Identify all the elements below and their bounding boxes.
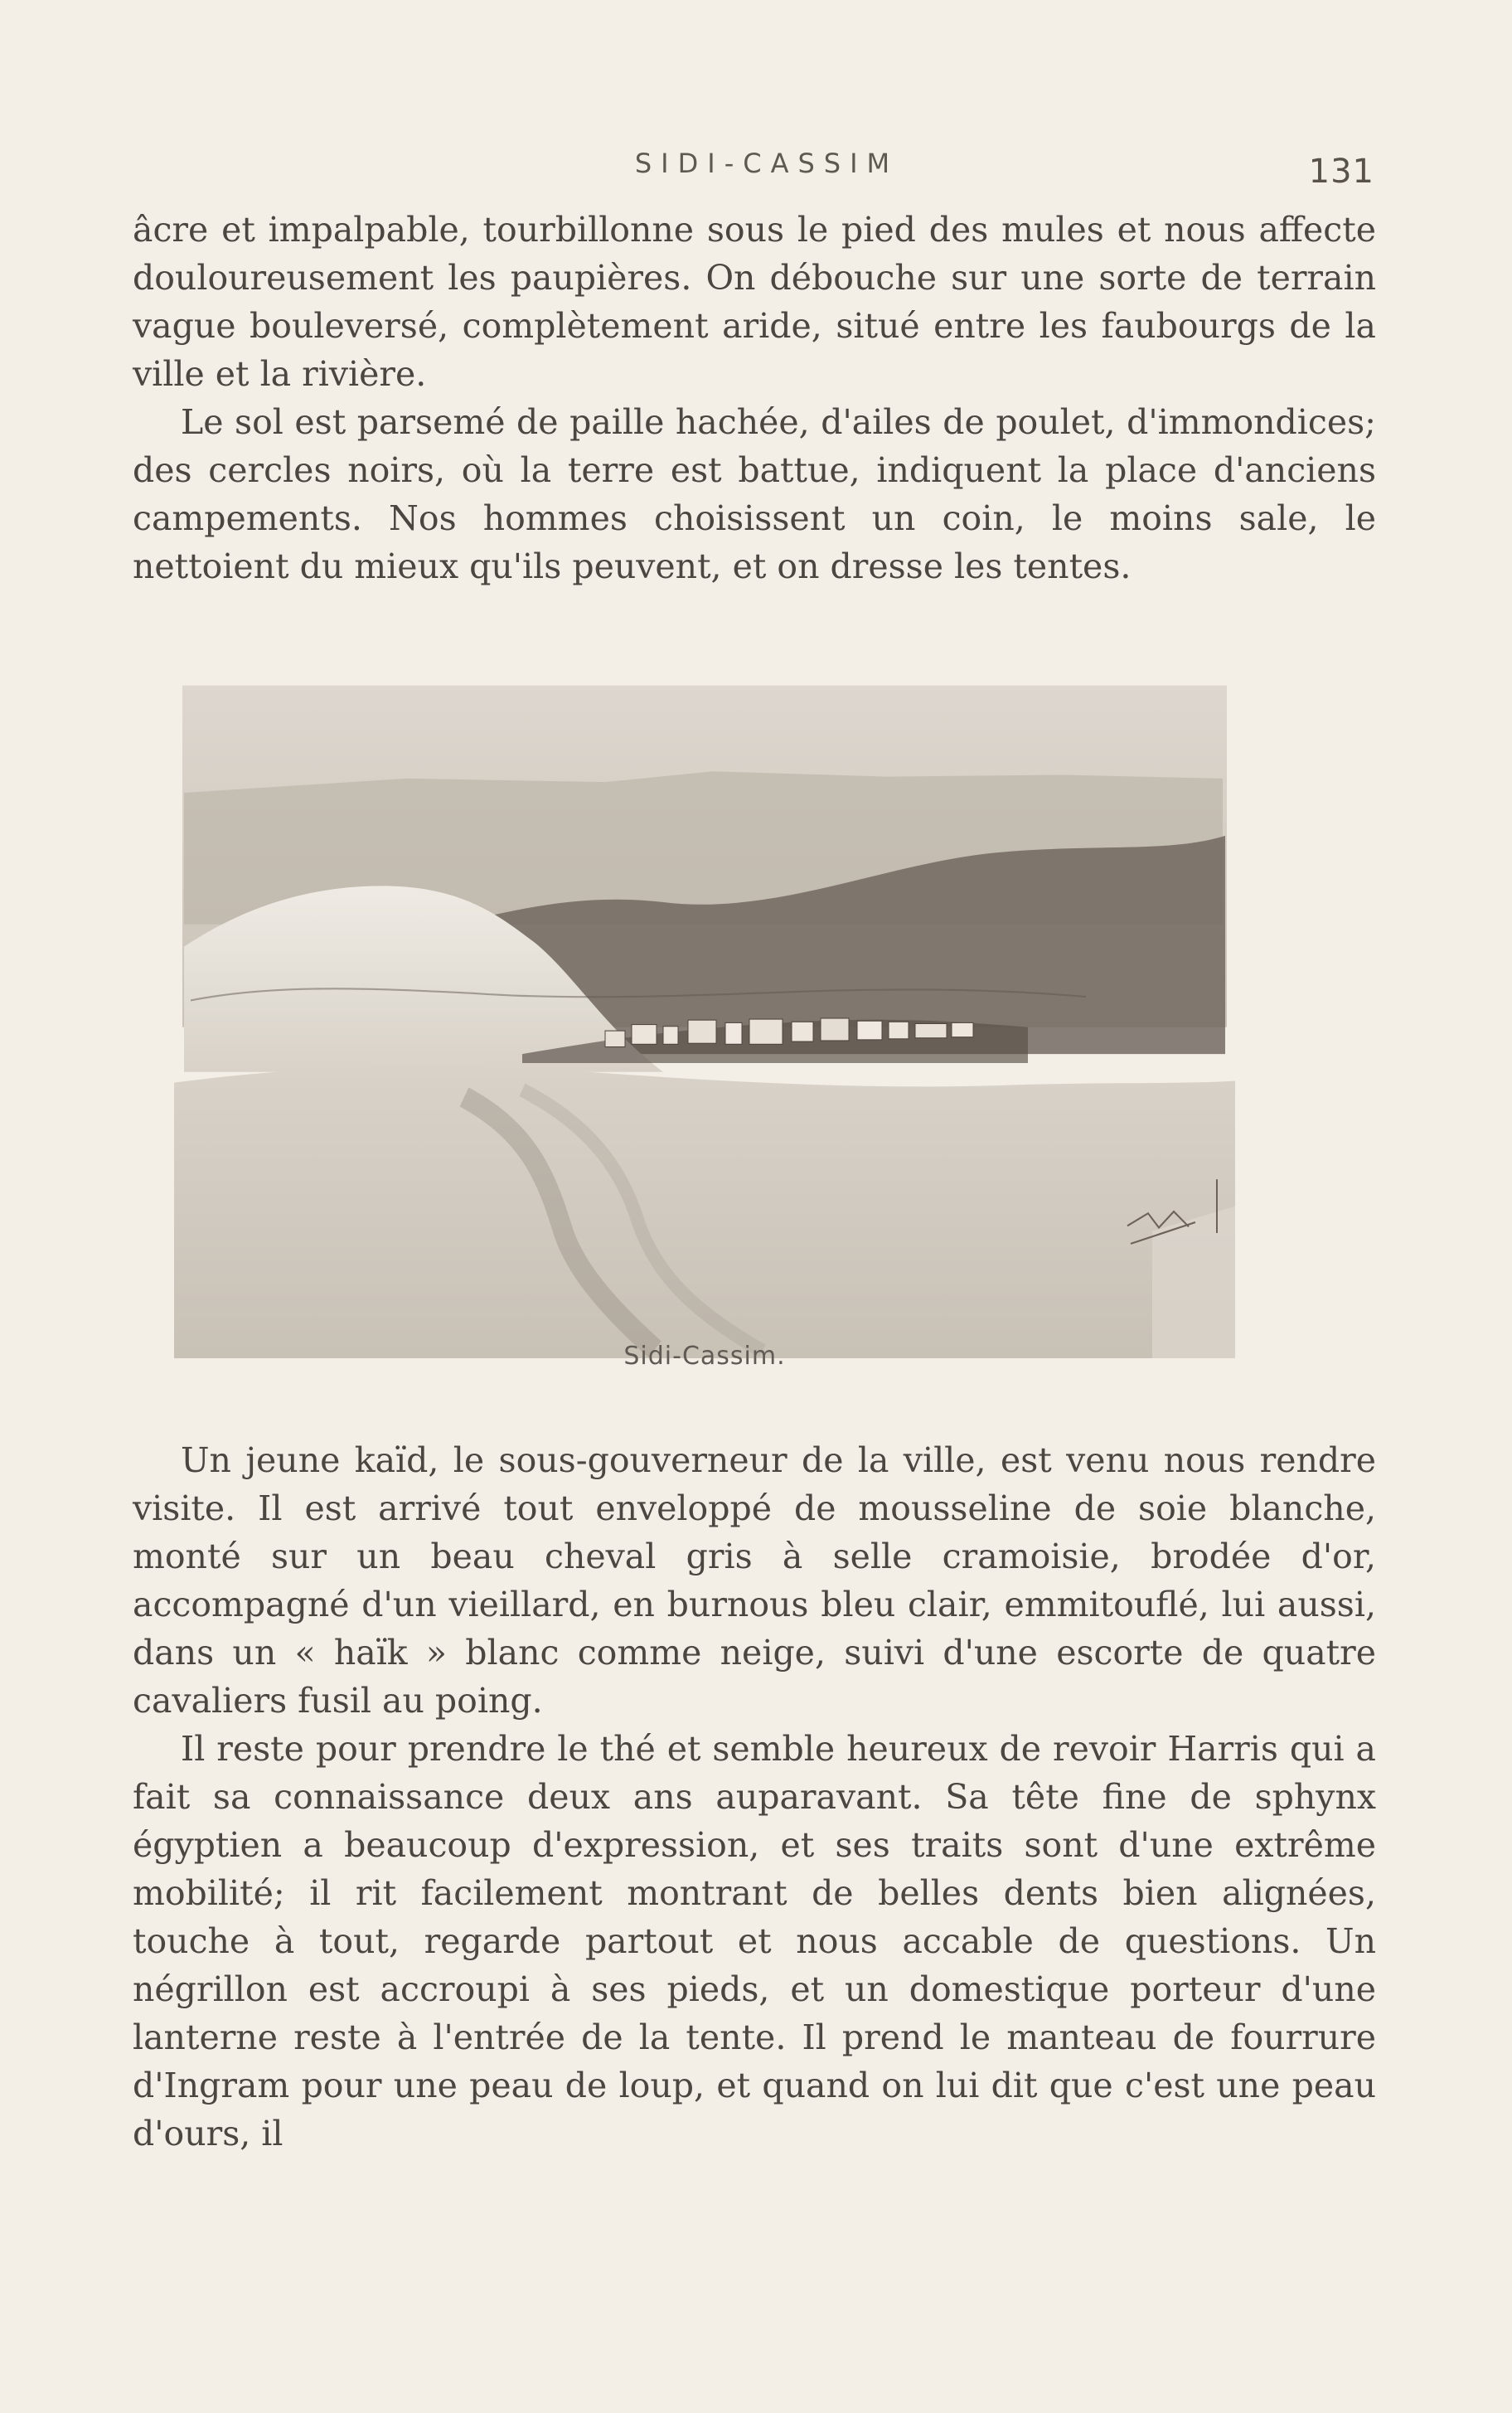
page-header: [133, 141, 1376, 191]
illustration-figure: [174, 678, 1235, 1371]
landscape-engraving: [174, 678, 1235, 1358]
paragraph-bottom-1: Un jeune kaïd, le sous-gouverneur de la ville, est venu nous rendre visite. Il est arrivé tout enveloppé de mousseline de soie blanche, monté sur un beau cheval gris à selle cramoisie, brodée d'or, accompagné d'un vieillard, en burnous bleu clair, emmitouflé, lui aussi, dans un « haïk » blanc comme neige, suivi d'une escorte de quatre cavaliers fusil au poing.: [133, 1440, 1376, 1721]
running-head: SIDI-CASSIM: [634, 148, 899, 179]
figure-caption: Sidi-Cassim.: [623, 1342, 786, 1371]
top-text-block: [133, 206, 1376, 590]
paragraph-top-1: âcre et impalpable, tourbillonne sous le pied des mules et nous affecte douloureusement les paupières. On débouche sur une sorte de terrain vague bouleversé, complètement aride, situé entre les faubourgs de la ville et la rivière.: [133, 210, 1376, 394]
paragraph-bottom-2: Il reste pour prendre le thé et semble heureux de revoir Harris qui a fait sa connaissance deux ans auparavant. Sa tête fine de sphynx égyptien a beaucoup d'expression, et ses traits sont d'une extrême mobilité; il rit facilement montrant de belles dents bien alignées, touche à tout, regarde partout et nous accable de questions. Un négrillon est accroupi à ses pieds, et un domestique porteur d'une lanterne reste à l'entrée de la tente. Il prend le manteau de fourrure d'Ingram pour une peau de loup, et quand on lui dit que c'est une peau d'ours, il: [133, 1729, 1376, 2153]
paragraph-top-2: Le sol est parsemé de paille hachée, d'ailes de poulet, d'immondices; des cercles noirs, où la terre est battue, indiquent la place d'anciens campements. Nos hommes choisissent un coin, le moins sale, le nettoient du mieux qu'ils peuvent, et on dresse les tentes.: [133, 402, 1376, 586]
bottom-text-block: [133, 1436, 1376, 2158]
page-number: 131: [1308, 153, 1374, 191]
